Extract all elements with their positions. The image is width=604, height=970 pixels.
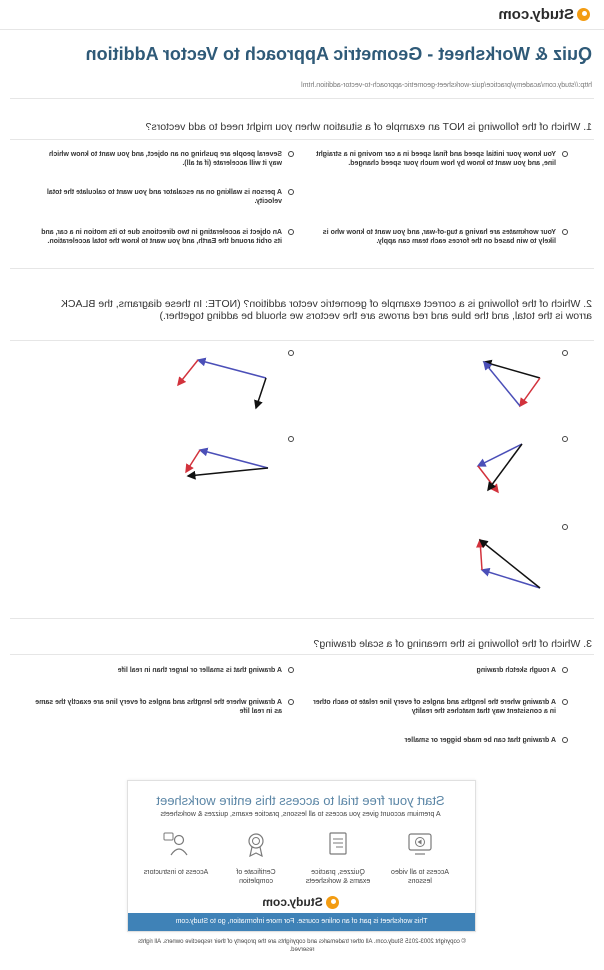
logo-icon	[326, 896, 339, 909]
q1-option-b[interactable]: Several people are pushing on an object, and you want to know which way it will accelerate (if at all).	[34, 150, 294, 168]
q2-option-a-radio[interactable]	[562, 350, 568, 356]
quizzes-icon	[324, 831, 352, 857]
certificate-icon	[242, 831, 270, 857]
q1-option-a[interactable]: You know your initial speed and final speed in a car moving in a straight line, and you want to know by how much your speed changed.	[308, 150, 568, 168]
blue-arrow	[200, 450, 268, 468]
divider	[10, 139, 594, 140]
red-arrow	[520, 378, 540, 406]
blue-arrow	[484, 362, 520, 406]
page-title: Quiz & Worksheet - Geometric Approach to Vector Addition	[85, 44, 592, 64]
blue-arrow	[478, 444, 522, 466]
divider	[10, 654, 594, 655]
q3-option-c[interactable]: A drawing where the lengths and angles of every line relate to each other in a consistent way that matches the reality	[308, 698, 568, 716]
copyright-footer: © copyright 2003-2015 Study.com. All other trademarks and copyrights are the property of their respective owners. All rights reserved.	[138, 939, 466, 953]
page-url[interactable]: http://study.com/academy/practice/quiz-worksheet-geometric-approach-to-vector-addition.html	[301, 82, 592, 89]
free-trial-panel	[127, 780, 476, 932]
brand-logo[interactable]	[498, 6, 590, 23]
divider	[10, 268, 594, 269]
question-1-text: 1. Which of the following is NOT an example of a situation when you might need to add vectors?	[145, 121, 592, 133]
feature-video-lessons: Access to all video lessons	[385, 831, 455, 886]
q1-option-d[interactable]: Your workmates are having a tug-of-war, and you want to know who is likely to win based on the forces each team can apply.	[308, 228, 568, 246]
video-lessons-icon	[406, 831, 434, 857]
cta-subtitle: A premium account gives you access to all lessons, practice exams, quizzes & worksheets	[160, 811, 441, 818]
q2-option-c-diagram	[458, 436, 548, 506]
q3-option-b[interactable]: A drawing that is smaller or larger than in real life	[34, 666, 294, 675]
logo-icon	[577, 8, 590, 21]
radio-button[interactable]	[288, 699, 294, 705]
q1-option-e[interactable]: An object is accelerating in two directions due to its motion in a car, and its orbit around the Earth, and you want to know the total acceleration.	[34, 228, 294, 246]
red-arrow	[186, 450, 200, 472]
divider	[10, 340, 594, 341]
q2-option-b-diagram	[176, 350, 286, 420]
cta-brand-logo: Study.com	[126, 895, 475, 909]
radio-button[interactable]	[562, 151, 568, 157]
black-arrow	[480, 540, 540, 588]
q2-option-d-radio[interactable]	[288, 436, 294, 442]
feature-certificate: Certificate of completion	[221, 831, 291, 886]
feature-instructors: Access to instructors	[141, 831, 211, 877]
red-arrow	[178, 360, 198, 385]
radio-button[interactable]	[562, 229, 568, 235]
feature-quizzes: Quizzes, practice exams & worksheets	[303, 831, 373, 886]
radio-button[interactable]	[288, 229, 294, 235]
q2-option-b-radio[interactable]	[288, 350, 294, 356]
radio-button[interactable]	[562, 737, 568, 743]
brand-name: Study.com	[498, 6, 574, 23]
question-2-text: 2. Which of the following is a correct example of geometric vector addition? (NOTE: In these diagrams, the BLACK arrow is the total, and the blue and red arrows are the vectors we should be adding together.)	[60, 298, 592, 322]
blue-arrow	[198, 360, 266, 378]
question-3-text: 3. Which of the following is the meaning of a scale drawing?	[313, 638, 592, 650]
q2-option-e-diagram	[462, 528, 552, 598]
q3-option-d[interactable]: A drawing where the lengths and angles of every line are exactly the same as in real life	[34, 698, 294, 716]
black-arrow	[188, 468, 268, 476]
q3-option-a[interactable]: A rough sketch drawing	[308, 666, 568, 675]
black-arrow	[484, 362, 540, 378]
q2-option-a-diagram	[428, 350, 548, 420]
radio-button[interactable]	[288, 667, 294, 673]
radio-button[interactable]	[562, 667, 568, 673]
page-header	[0, 0, 604, 30]
radio-button[interactable]	[288, 189, 294, 195]
black-arrow	[256, 378, 266, 408]
q2-option-e-radio[interactable]	[562, 524, 568, 530]
cta-info-bar[interactable]: This worksheet is part of an online course. For more information, go to Study.com	[128, 913, 475, 931]
instructors-icon	[162, 831, 190, 857]
radio-button[interactable]	[562, 699, 568, 705]
red-arrow	[478, 466, 498, 492]
red-arrow	[480, 540, 482, 570]
q1-option-c[interactable]: A person is walking on an escalator and you want to calculate the total velocity.	[34, 188, 294, 206]
blue-arrow	[482, 570, 540, 588]
divider	[10, 98, 594, 99]
q2-option-c-radio[interactable]	[562, 436, 568, 442]
q2-option-d-diagram	[178, 436, 288, 496]
cta-heading[interactable]: Start your free trial to access this entire worksheet	[156, 793, 445, 808]
divider	[10, 618, 594, 619]
q3-option-e[interactable]: A drawing that can be made bigger or smaller	[308, 736, 568, 745]
radio-button[interactable]	[288, 151, 294, 157]
black-arrow	[488, 444, 522, 490]
